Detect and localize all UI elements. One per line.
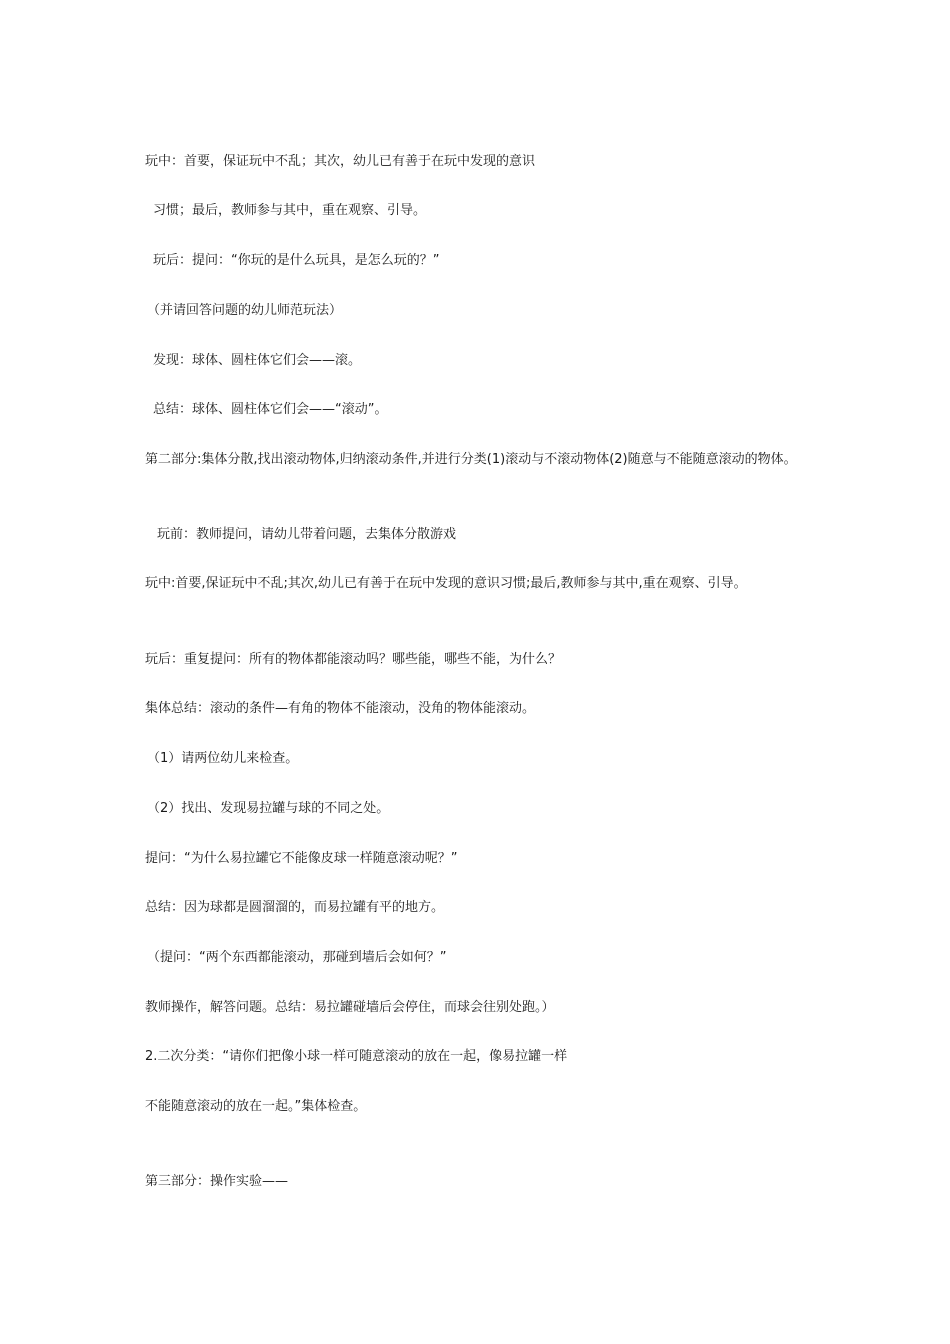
paragraph-second-classification-cont: 不能随意滚动的放在一起。”集体检查。 <box>145 1099 367 1114</box>
paragraph-habit: 习惯；最后，教师参与其中，重在观察、引导。 <box>153 203 427 218</box>
section-heading-part-three: 第三部分：操作实验—— <box>145 1174 289 1189</box>
paragraph-group-summary: 集体总结：滚动的条件—有角的物体不能滚动，没角的物体能滚动。 <box>145 701 536 716</box>
section-heading-part-two: 第二部分:集体分散,找出滚动物体,归纳滚动条件,并进行分类(1)滚动与不滚动物体(2)随意与不能随意滚动的物体。 <box>145 452 797 467</box>
paragraph-before-play: 玩前：教师提问，请幼儿带着问题，去集体分散游戏 <box>157 527 457 542</box>
paragraph-teacher-operation: 教师操作，解答问题。总结：易拉罐碰墙后会停住，而球会往别处跑。） <box>145 1000 555 1015</box>
paragraph-summary-round: 总结：因为球都是圆溜溜的，而易拉罐有平的地方。 <box>145 900 445 915</box>
paragraph-second-classification: 2.二次分类：“请你们把像小球一样可随意滚动的放在一起，像易拉罐一样 <box>145 1049 568 1064</box>
paragraph-summary-rolling: 总结：球体、圆柱体它们会——“滚动”。 <box>153 402 388 417</box>
paragraph-discovery: 发现：球体、圆柱体它们会——滚。 <box>153 353 362 368</box>
paragraph-play-after: 玩后：提问：“你玩的是什么玩具，是怎么玩的？” <box>153 253 440 268</box>
list-item-1: （1）请两位幼儿来检查。 <box>147 751 299 766</box>
paragraph-question-can: 提问：“为什么易拉罐它不能像皮球一样随意滚动呢？” <box>145 851 458 866</box>
paragraph-demonstration-note: （并请回答问题的幼儿师范玩法） <box>147 303 343 318</box>
paragraph-repeat-question: 玩后：重复提问：所有的物体都能滚动吗？哪些能，哪些不能，为什么？ <box>145 652 562 667</box>
list-item-2: （2）找出、发现易拉罐与球的不同之处。 <box>147 801 390 816</box>
paragraph-play-during-2: 玩中:首要,保证玩中不乱;其次,幼儿已有善于在玩中发现的意识习惯;最后,教师参与其中,重在观察、引导。 <box>145 576 747 591</box>
paragraph-play-during: 玩中：首要，保证玩中不乱；其次，幼儿已有善于在玩中发现的意识 <box>145 154 536 169</box>
paragraph-question-wall: （提问：“两个东西都能滚动，那碰到墙后会如何？” <box>147 950 447 965</box>
